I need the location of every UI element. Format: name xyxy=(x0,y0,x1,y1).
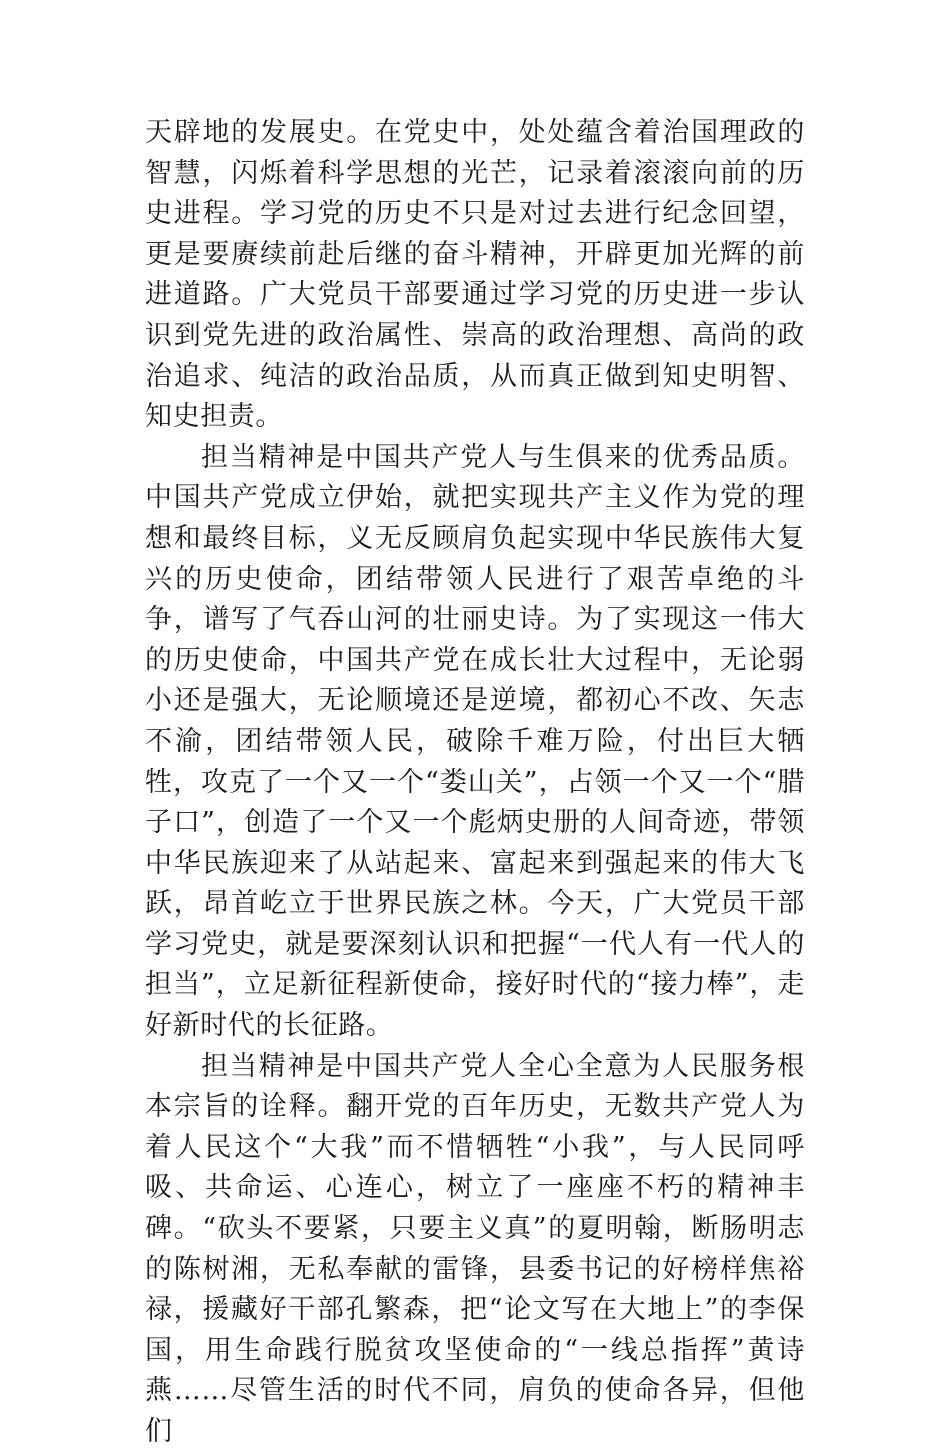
paragraph-2: 担当精神是中国共产党人与生俱来的优秀品质。中国共产党成立伊始，就把实现共产主义作为党的理想和最终目标，义无反顾肩负起实现中华民族伟大复兴的历史使命，团结带领人民进行了艰苦卓绝的斗争，谱写了气吞山河的壮丽史诗。为了实现这一伟大的历史使命，中国共产党在成长壮大过程中，无论弱小还是强大，无论顺境还是逆境，都初心不改、矢志不渝，团结带领人民，破除千难万险，付出巨大牺牲，攻克了一个又一个“娄山关”，占领一个又一个“腊子口”，创造了一个又一个彪炳史册的人间奇迹，带领中华民族迎来了从站起来、富起来到强起来的伟大飞跃，昂首屹立于世界民族之林。今天，广大党员干部学习党史，就是要深刻认识和把握“一代人有一代人的担当”，立足新征程新使命，接好时代的“接力棒”，走好新时代的长征路。 xyxy=(145,441,805,1042)
document-body xyxy=(145,113,805,1453)
paragraph-3: 担当精神是中国共产党人全心全意为人民服务根本宗旨的诠释。翻开党的百年历史，无数共产党人为着人民这个“大我”而不惜牺牲“小我”，与人民同呼吸、共命运、心连心，树立了一座座不朽的精神丰碑。“砍头不要紧，只要主义真”的夏明翰，断肠明志的陈树湘，无私奉献的雷锋，县委书记的好榜样焦裕禄，援藏好干部孔繁森，把“论文写在大地上”的李保国，用生命践行脱贫攻坚使命的“一线总指挥”黄诗燕……尽管生活的时代不同，肩负的使命各异，但他们 xyxy=(145,1050,805,1447)
paragraph-1: 天辟地的发展史。在党史中，处处蕴含着治国理政的智慧，闪烁着科学思想的光芒，记录着滚滚向前的历史进程。学习党的历史不只是对过去进行纪念回望，更是要赓续前赴后继的奋斗精神，开辟更加光辉的前进道路。广大党员干部要通过学习党的历史进一步认识到党先进的政治属性、崇高的政治理想、高尚的政治追求、纯洁的政治品质，从而真正做到知史明智、知史担责。 xyxy=(145,117,805,433)
